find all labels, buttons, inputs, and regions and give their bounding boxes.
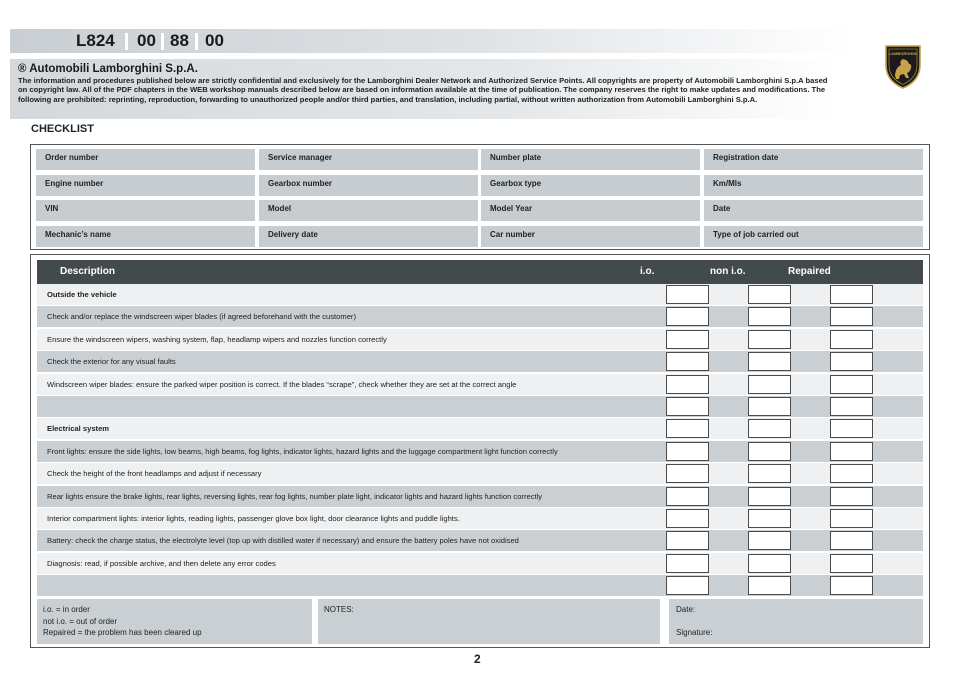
section-title: Outside the vehicle xyxy=(47,290,117,299)
checkbox-non-io[interactable] xyxy=(748,487,791,506)
row-description: Windscreen wiper blades: ensure the parked wiper position is correct. If the blades “scrape”, check whether they are set at the correct angle xyxy=(47,379,517,389)
registration-date-field[interactable]: Registration date xyxy=(704,149,923,170)
legal-notice xyxy=(10,59,836,119)
section-row xyxy=(37,418,923,439)
table-row xyxy=(37,374,923,395)
checkbox-io[interactable] xyxy=(666,509,709,528)
checkbox-io[interactable] xyxy=(666,375,709,394)
order-number-field[interactable]: Order number xyxy=(36,149,255,170)
row-description: Check the height of the front headlamps and adjust if necessary xyxy=(47,469,262,479)
date-field[interactable]: Date xyxy=(704,200,923,221)
table-header xyxy=(37,260,923,284)
checkbox-io[interactable] xyxy=(666,419,709,438)
checkbox-repaired[interactable] xyxy=(830,531,873,550)
checkbox-repaired[interactable] xyxy=(830,554,873,573)
document-code-bar xyxy=(10,29,852,53)
checkbox-repaired[interactable] xyxy=(830,464,873,483)
checkbox-repaired[interactable] xyxy=(830,307,873,326)
code-segment-1: L824 xyxy=(76,31,115,50)
table-row xyxy=(37,306,923,327)
signature-label: Signature: xyxy=(676,627,713,637)
table-row xyxy=(37,486,923,507)
checkbox-io[interactable] xyxy=(666,397,709,416)
lamborghini-shield-icon xyxy=(884,43,922,89)
row-description: Battery: check the charge status, the electrolyte level (top up with distilled water if necessary) and ensure the battery poles have not oxidised xyxy=(47,536,519,546)
checkbox-non-io[interactable] xyxy=(748,509,791,528)
row-description: Diagnosis: read, if possible archive, and then delete any error codes xyxy=(47,558,276,568)
header-non-io: non i.o. xyxy=(710,266,746,277)
checkbox-non-io[interactable] xyxy=(748,554,791,573)
code-separator xyxy=(161,33,164,50)
checkbox-io[interactable] xyxy=(666,352,709,371)
checkbox-non-io[interactable] xyxy=(748,531,791,550)
table-row xyxy=(37,329,923,350)
checkbox-repaired[interactable] xyxy=(830,397,873,416)
header-io: i.o. xyxy=(640,266,655,277)
table-row xyxy=(37,530,923,551)
mechanic-name-field[interactable]: Mechanic’s name xyxy=(36,226,255,247)
table-row xyxy=(37,441,923,462)
checkbox-repaired[interactable] xyxy=(830,487,873,506)
table-row xyxy=(37,351,923,372)
logo-wordmark: LAMBORGHINI xyxy=(888,51,918,56)
table-row xyxy=(37,396,923,417)
checkbox-non-io[interactable] xyxy=(748,330,791,349)
checkbox-non-io[interactable] xyxy=(748,419,791,438)
checkbox-non-io[interactable] xyxy=(748,352,791,371)
checkbox-repaired[interactable] xyxy=(830,285,873,304)
checkbox-repaired[interactable] xyxy=(830,352,873,371)
header-description: Description xyxy=(60,266,116,277)
engine-number-field[interactable]: Engine number xyxy=(36,175,255,196)
checkbox-non-io[interactable] xyxy=(748,285,791,304)
delivery-date-field[interactable]: Delivery date xyxy=(259,226,478,247)
legend-io: i.o. = in order xyxy=(43,605,90,614)
checkbox-non-io[interactable] xyxy=(748,375,791,394)
checkbox-io[interactable] xyxy=(666,285,709,304)
notes-label: NOTES: xyxy=(324,605,354,614)
table-row xyxy=(37,575,923,596)
checkbox-io[interactable] xyxy=(666,554,709,573)
notes-panel[interactable] xyxy=(318,599,660,644)
checklist-title: CHECKLIST xyxy=(31,123,94,135)
legal-body: The information and procedures published below are strictly confidential and exclusively for the Lamborghini Dealer Network and Authorized Service Points. All copyrights are property of Automobili Lamborghini S.p.A based on copyright law. All of the PDF chapters in the WEB workshop manuals described below are based on information available at the time of publication. The company reserves the right to make updates and modifications. The following are prohibited: reprinting, reproduction, forwarding to unauthorized people and/or third parties, and translation, including partial, without written authorization from Automobili Lamborghini S.p.A. xyxy=(18,76,828,104)
row-description: Front lights: ensure the side lights, low beams, high beams, fog lights, indicator lights, hazard lights and the luggage compartment light function correctly xyxy=(47,446,558,456)
checkbox-repaired[interactable] xyxy=(830,330,873,349)
legend-panel xyxy=(37,599,312,644)
gearbox-type-field[interactable]: Gearbox type xyxy=(481,175,700,196)
checkbox-io[interactable] xyxy=(666,531,709,550)
row-description: Interior compartment lights: interior lights, reading lights, passenger glove box light, door clearance lights and puddle lights. xyxy=(47,514,460,523)
date-label: Date: xyxy=(676,605,696,614)
vehicle-info-box xyxy=(30,144,930,250)
checkbox-io[interactable] xyxy=(666,442,709,461)
km-mls-field[interactable]: Km/Mls xyxy=(704,175,923,196)
job-type-field[interactable]: Type of job carried out xyxy=(704,226,923,247)
legal-title: ® Automobili Lamborghini S.p.A. xyxy=(18,63,198,75)
legend-not-io: not i.o. = out of order xyxy=(43,616,118,626)
section-title: Electrical system xyxy=(47,424,110,434)
table-row xyxy=(37,553,923,574)
checklist-table xyxy=(30,254,930,648)
checkbox-io[interactable] xyxy=(666,307,709,326)
legend-repaired: Repaired = the problem has been cleared up xyxy=(43,628,202,637)
table-row xyxy=(37,463,923,484)
code-separator xyxy=(125,33,128,50)
checkbox-non-io[interactable] xyxy=(748,307,791,326)
row-description: Rear lights ensure the brake lights, rear lights, reversing lights, rear fog lights, number plate light, indicator lights and hazard lights function correctly xyxy=(47,491,543,501)
gearbox-number-field[interactable]: Gearbox number xyxy=(259,175,478,196)
header-repaired: Repaired xyxy=(788,266,831,277)
service-manager-field[interactable]: Service manager xyxy=(259,149,478,170)
checkbox-non-io[interactable] xyxy=(748,397,791,416)
model-field[interactable]: Model xyxy=(259,200,478,221)
checkbox-io[interactable] xyxy=(666,330,709,349)
checkbox-non-io[interactable] xyxy=(748,464,791,483)
vin-field[interactable]: VIN xyxy=(36,200,255,221)
code-separator xyxy=(195,33,198,50)
table-row xyxy=(37,508,923,529)
number-plate-field[interactable]: Number plate xyxy=(481,149,700,170)
checkbox-io[interactable] xyxy=(666,487,709,506)
checkbox-io[interactable] xyxy=(666,464,709,483)
checkbox-io[interactable] xyxy=(666,576,709,595)
checkbox-non-io[interactable] xyxy=(748,442,791,461)
page-number: 2 xyxy=(474,652,481,666)
model-year-field[interactable]: Model Year xyxy=(481,200,700,221)
checkbox-repaired[interactable] xyxy=(830,419,873,438)
checkbox-repaired[interactable] xyxy=(830,576,873,595)
checkbox-repaired[interactable] xyxy=(830,509,873,528)
date-signature-panel[interactable] xyxy=(669,599,923,644)
row-description: Ensure the windscreen wipers, washing system, flap, headlamp wipers and nozzles function correctly xyxy=(47,334,387,344)
checkbox-non-io[interactable] xyxy=(748,576,791,595)
code-segment-2: 00 xyxy=(137,31,156,50)
row-description: Check and/or replace the windscreen wiper blades (if agreed beforehand with the customer) xyxy=(47,312,356,322)
row-description: Check the exterior for any visual faults xyxy=(47,357,176,367)
code-segment-4: 00 xyxy=(205,31,224,50)
section-row xyxy=(37,284,923,305)
checkbox-repaired[interactable] xyxy=(830,375,873,394)
code-segment-3: 88 xyxy=(170,31,189,50)
car-number-field[interactable]: Car number xyxy=(481,226,700,247)
checkbox-repaired[interactable] xyxy=(830,442,873,461)
